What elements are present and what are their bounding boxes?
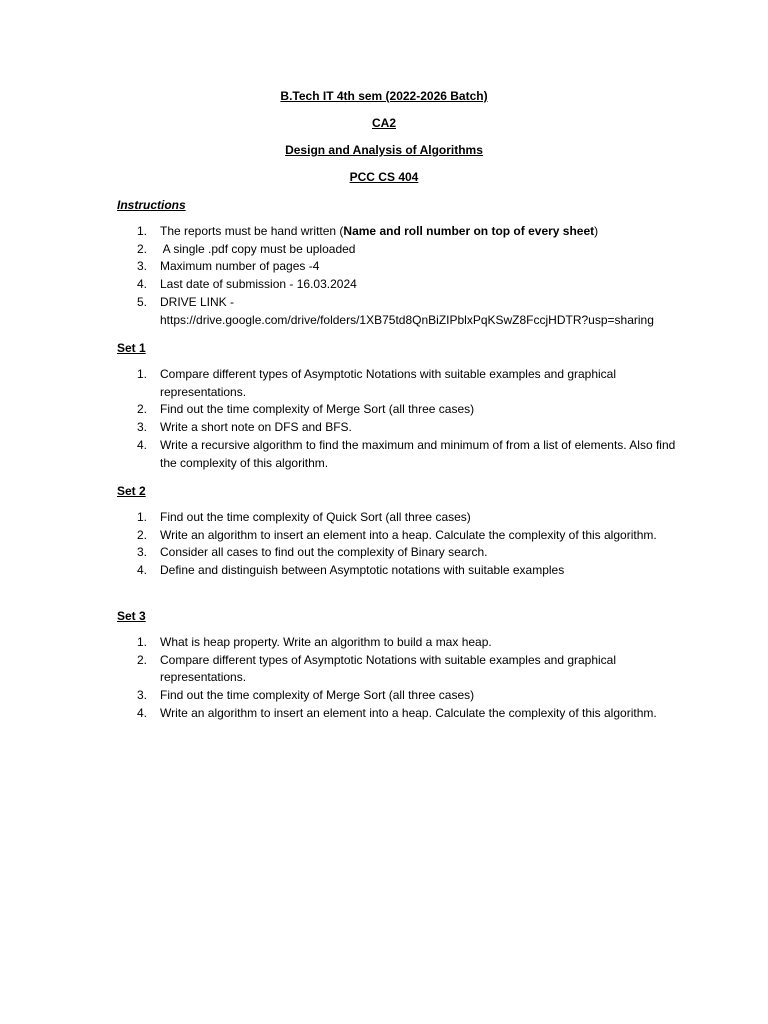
list-item xyxy=(117,419,677,437)
course-code-heading: PCC CS 404 xyxy=(349,170,419,184)
item-number: 3. xyxy=(137,688,148,703)
assessment-heading: CA2 xyxy=(371,116,396,130)
set-3-list xyxy=(117,634,677,723)
item-bold-text: Name and roll number on top of every sheet xyxy=(343,224,595,238)
list-item xyxy=(117,241,677,259)
item-text-end: ) xyxy=(594,224,599,238)
item-text: Find out the time complexity of Merge Sort (all three cases) xyxy=(160,402,475,417)
item-number: 1. xyxy=(137,367,148,381)
drive-link[interactable]: https://drive.google.com/drive/folders/1XB75td8QnBiZIPblxPqKSwZ8FccjHDTR?usp=sharing xyxy=(160,312,654,327)
item-text: Write a recursive algorithm to find the maximum and minimum of from a list of elements. Also find the complexity of this algorithm. xyxy=(160,437,676,470)
item-text: Write an algorithm to insert an element into a heap. Calculate the complexity of this algorithm. xyxy=(160,527,657,542)
set-1-title: Set 1 xyxy=(117,341,146,355)
list-item xyxy=(117,258,677,276)
item-text: The reports must be hand written ( xyxy=(160,224,344,238)
course-heading: B.Tech IT 4th sem (2022-2026 Batch) xyxy=(280,89,488,103)
list-item xyxy=(117,687,677,705)
item-number: 2. xyxy=(137,241,148,256)
list-item xyxy=(117,705,677,723)
list-item xyxy=(117,276,677,294)
item-number: 5. xyxy=(137,294,148,309)
item-text: Last date of submission - 16.03.2024 xyxy=(160,277,357,292)
instructions-list xyxy=(117,223,677,329)
item-number: 1. xyxy=(137,635,148,649)
item-number: 4. xyxy=(137,277,148,292)
set-2-list xyxy=(117,509,677,580)
list-item xyxy=(117,527,677,545)
item-number: 1. xyxy=(137,224,148,238)
item-text: Find out the time complexity of Quick Sort (all three cases) xyxy=(160,510,471,524)
subject-heading: Design and Analysis of Algorithms xyxy=(285,143,483,157)
item-text: Compare different types of Asymptotic Notations with suitable examples and graphical representations. xyxy=(160,652,617,685)
item-text: Write an algorithm to insert an element into a heap. Calculate the complexity of this algorithm. xyxy=(160,705,657,720)
item-number: 3. xyxy=(137,259,148,274)
item-number: 2. xyxy=(137,652,148,667)
list-item xyxy=(117,509,677,527)
item-number: 4. xyxy=(137,563,148,578)
item-text: Compare different types of Asymptotic Notations with suitable examples and graphical representations. xyxy=(160,367,617,399)
list-item xyxy=(117,223,677,241)
set-3-title: Set 3 xyxy=(117,609,146,623)
item-text: Maximum number of pages -4 xyxy=(160,259,320,274)
list-item xyxy=(117,437,677,472)
item-text: Write a short note on DFS and BFS. xyxy=(160,420,352,435)
list-item xyxy=(117,401,677,419)
item-number: 4. xyxy=(137,437,148,452)
item-number: 2. xyxy=(137,402,148,417)
item-text: Consider all cases to find out the complexity of Binary search. xyxy=(160,545,488,560)
item-text: Define and distinguish between Asymptotic notations with suitable examples xyxy=(160,563,565,578)
instructions-title: Instructions xyxy=(117,198,186,212)
item-text: A single .pdf copy must be uploaded xyxy=(160,241,356,256)
list-item xyxy=(117,652,677,687)
list-item xyxy=(117,634,677,652)
item-text: Find out the time complexity of Merge Sort (all three cases) xyxy=(160,688,475,703)
item-text: What is heap property. Write an algorithm to build a max heap. xyxy=(160,635,492,649)
set-1-list xyxy=(117,366,677,472)
item-number: 1. xyxy=(137,510,148,524)
set-2-title: Set 2 xyxy=(117,484,146,498)
list-item xyxy=(117,544,677,562)
item-text: DRIVE LINK - xyxy=(160,294,235,309)
list-item xyxy=(117,294,677,329)
list-item xyxy=(117,366,677,401)
item-number: 4. xyxy=(137,705,148,720)
list-item xyxy=(117,562,677,580)
item-number: 2. xyxy=(137,527,148,542)
item-number: 3. xyxy=(137,420,148,435)
item-number: 3. xyxy=(137,545,148,560)
